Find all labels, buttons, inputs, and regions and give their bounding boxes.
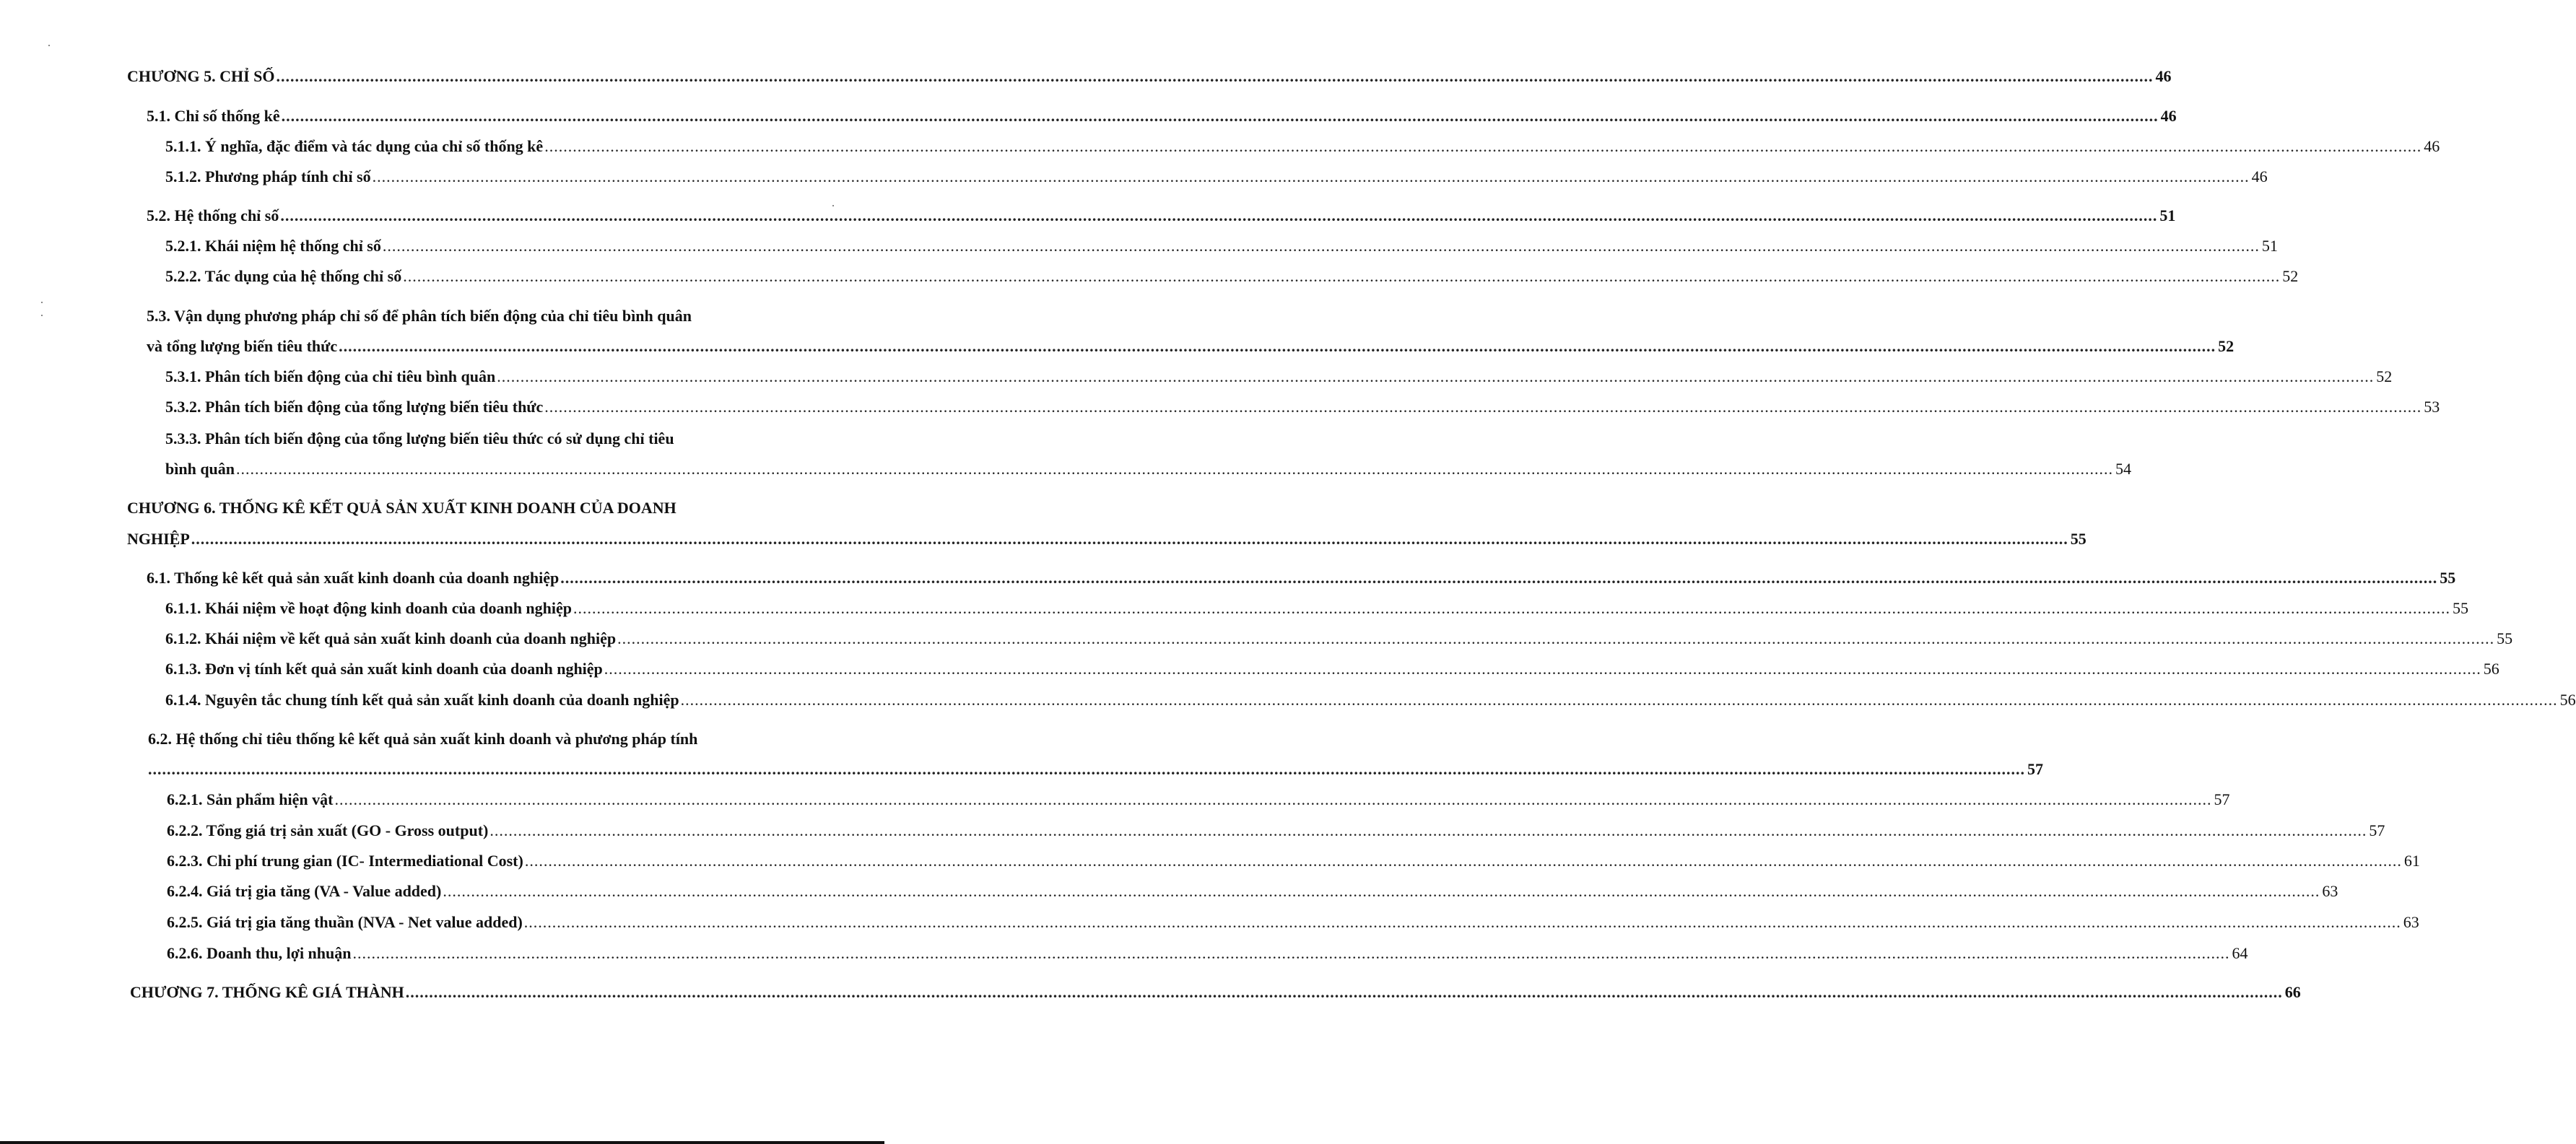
- toc-entry-title: 6.1.4. Nguyên tắc chung tính kết quả sản xuất kinh doanh của doanh nghiệp: [165, 691, 679, 709]
- toc-entry-title: và tổng lượng biến tiêu thức: [147, 337, 338, 355]
- toc-page-number: 57: [2214, 790, 2230, 808]
- dot-leader: ................................................................................................................................................................................................................................................................................................................................................................................................................: [443, 882, 2320, 900]
- toc-section-6-2-title-line1[interactable]: 6.2. Hệ thống chỉ tiêu thống kê kết quả sản xuất kinh doanh và phương pháp tính: [148, 730, 698, 748]
- toc-page-number: 56: [2483, 660, 2499, 678]
- toc-entry-title: CHƯƠNG 7. THỐNG KÊ GIÁ THÀNH: [130, 983, 404, 1001]
- toc-page-number: 46: [2160, 107, 2177, 125]
- dot-leader: ................................................................................................................................................................................................................................................................................................................................................................................................................: [339, 337, 2216, 355]
- dot-leader: ................................................................................................................................................................................................................................................................................................................................................................................................................: [544, 137, 2422, 155]
- dot-leader: ................................................................................................................................................................................................................................................................................................................................................................................................................: [276, 67, 2154, 85]
- toc-subsection-6-1-1[interactable]: [165, 598, 2469, 619]
- dot-leader: ................................................................................................................................................................................................................................................................................................................................................................................................................: [560, 569, 2438, 587]
- toc-entry-title: 5.1.1. Ý nghĩa, đặc điểm và tác dụng của chỉ số thống kê: [165, 137, 544, 155]
- toc-page-number: 55: [2453, 599, 2469, 617]
- toc-subsection-6-2-1[interactable]: [167, 790, 2230, 810]
- toc-page-number: 55: [2070, 530, 2087, 548]
- dot-leader: ................................................................................................................................................................................................................................................................................................................................................................................................................: [191, 530, 2068, 548]
- toc-page-number: 61: [2403, 852, 2420, 870]
- dot-leader: ................................................................................................................................................................................................................................................................................................................................................................................................................: [680, 691, 2558, 709]
- toc-entry-title: 6.2.1. Sản phẩm hiện vật: [167, 790, 334, 808]
- toc-page-number: 63: [2403, 913, 2419, 931]
- toc-entry-title: 6.1. Thống kê kết quả sản xuất kinh doanh của doanh nghiệp: [147, 569, 560, 587]
- scan-speck: [41, 315, 43, 316]
- toc-section-5-1[interactable]: [147, 106, 2177, 126]
- dot-leader: ................................................................................................................................................................................................................................................................................................................................................................................................................: [280, 206, 2158, 224]
- toc-page-number: 66: [2284, 983, 2301, 1001]
- toc-section-6-2[interactable]: [148, 759, 2043, 780]
- toc-subsection-5-3-3[interactable]: [165, 459, 2132, 479]
- toc-entry-title: 5.2.2. Tác dụng của hệ thống chỉ số: [165, 267, 402, 285]
- toc-page-number: 55: [2497, 629, 2513, 647]
- toc-subsection-5-3-2[interactable]: [165, 397, 2440, 417]
- toc-page-number: 52: [2376, 367, 2393, 385]
- toc-page-number: 63: [2322, 882, 2338, 900]
- toc-subsection-5-3-3-title-line1[interactable]: 5.3.3. Phân tích biến động của tổng lượng biến tiêu thức có sử dụng chỉ tiêu: [165, 429, 674, 447]
- dot-leader: ................................................................................................................................................................................................................................................................................................................................................................................................................: [544, 398, 2422, 416]
- dot-leader: ................................................................................................................................................................................................................................................................................................................................................................................................................: [352, 944, 2230, 962]
- toc-subsection-6-2-4[interactable]: [167, 881, 2338, 901]
- toc-subsection-6-2-5[interactable]: [167, 912, 2419, 933]
- dot-leader: ................................................................................................................................................................................................................................................................................................................................................................................................................: [382, 237, 2260, 255]
- toc-entry-title: 5.3.2. Phân tích biến động của tổng lượng biến tiêu thức: [165, 398, 544, 416]
- toc-subsection-5-2-2[interactable]: [165, 266, 2299, 287]
- scan-speck: [832, 205, 834, 206]
- toc-entry-title: bình quân: [165, 460, 235, 478]
- toc-subsection-5-3-1[interactable]: [165, 367, 2393, 387]
- dot-leader: ................................................................................................................................................................................................................................................................................................................................................................................................................: [523, 913, 2401, 931]
- toc-page-number: 54: [2115, 460, 2132, 478]
- toc-page-number: 53: [2424, 398, 2440, 416]
- toc-page-number: 46: [2251, 167, 2268, 185]
- dot-leader: ................................................................................................................................................................................................................................................................................................................................................................................................................: [497, 367, 2375, 385]
- toc-subsection-6-1-2[interactable]: [165, 629, 2513, 649]
- dot-leader: ................................................................................................................................................................................................................................................................................................................................................................................................................: [573, 599, 2451, 617]
- toc-page-number: 57: [2027, 760, 2043, 778]
- toc-entry-title: 5.1.2. Phương pháp tính chỉ số: [165, 167, 371, 185]
- toc-subsection-5-2-1[interactable]: [165, 236, 2278, 256]
- toc-subsection-6-2-3[interactable]: [167, 851, 2420, 871]
- toc-subsection-6-2-6[interactable]: [167, 943, 2248, 964]
- toc-section-5-3[interactable]: [147, 336, 2235, 357]
- toc-subsection-5-1-1[interactable]: [165, 136, 2440, 157]
- toc-subsection-6-2-2[interactable]: [167, 821, 2385, 841]
- toc-entry-title: 6.1.2. Khái niệm về kết quả sản xuất kinh doanh của doanh nghiệp: [165, 629, 617, 647]
- dot-leader: ................................................................................................................................................................................................................................................................................................................................................................................................................: [489, 821, 2367, 839]
- toc-entry-title: 5.2. Hệ thống chỉ số: [147, 206, 279, 224]
- dot-leader: ................................................................................................................................................................................................................................................................................................................................................................................................................: [617, 629, 2495, 647]
- dot-leader: ................................................................................................................................................................................................................................................................................................................................................................................................................: [403, 267, 2281, 285]
- toc-page-number: 46: [2424, 137, 2440, 155]
- toc-page-number: 52: [2218, 337, 2235, 355]
- toc-subsection-6-1-4[interactable]: [165, 690, 2576, 710]
- toc-chapter-6-title-line1[interactable]: CHƯƠNG 6. THỐNG KÊ KẾT QUẢ SẢN XUẤT KINH DOANH CỦA DOANH: [127, 499, 676, 517]
- toc-chapter-6[interactable]: [127, 529, 2087, 549]
- toc-entry-title: 6.2.2. Tổng giá trị sản xuất (GO - Gross output): [167, 821, 489, 839]
- dot-leader: ................................................................................................................................................................................................................................................................................................................................................................................................................: [604, 660, 2481, 678]
- toc-page-number: 56: [2559, 691, 2576, 709]
- toc-page-number: 51: [2159, 206, 2176, 224]
- toc-entry-title: 6.2.6. Doanh thu, lợi nhuận: [167, 944, 352, 962]
- toc-entry-title: 6.1.1. Khái niệm về hoạt động kinh doanh của doanh nghiệp: [165, 599, 573, 617]
- dot-leader: ................................................................................................................................................................................................................................................................................................................................................................................................................: [281, 107, 2159, 125]
- toc-entry-title: CHƯƠNG 5. CHỈ SỐ: [127, 67, 275, 85]
- toc-subsection-6-1-3[interactable]: [165, 659, 2499, 679]
- toc-subsection-5-1-2[interactable]: [165, 167, 2268, 187]
- toc-page-number: 52: [2282, 267, 2299, 285]
- dot-leader: ................................................................................................................................................................................................................................................................................................................................................................................................................: [334, 790, 2212, 808]
- toc-entry-title: 6.2.5. Giá trị gia tăng thuần (NVA - Net value added): [167, 913, 523, 931]
- scan-speck: [41, 302, 43, 303]
- dot-leader: ................................................................................................................................................................................................................................................................................................................................................................................................................: [236, 460, 2114, 478]
- toc-entry-title: NGHIỆP: [127, 530, 190, 548]
- toc-chapter-7[interactable]: [130, 982, 2301, 1003]
- toc-entry-title: 5.1. Chỉ số thống kê: [147, 107, 280, 125]
- toc-section-6-1[interactable]: [147, 568, 2456, 588]
- toc-entry-title: 6.2.4. Giá trị gia tăng (VA - Value added): [167, 882, 442, 900]
- toc-chapter-5[interactable]: [127, 66, 2172, 87]
- toc-entry-title: 5.2.1. Khái niệm hệ thống chỉ số: [165, 237, 381, 255]
- scan-speck: [48, 45, 50, 46]
- toc-page-number: 57: [2369, 821, 2385, 839]
- toc-entry-title: 5.3.1. Phân tích biến động của chỉ tiêu bình quân: [165, 367, 496, 385]
- dot-leader: ................................................................................................................................................................................................................................................................................................................................................................................................................: [148, 760, 2025, 778]
- dot-leader: ................................................................................................................................................................................................................................................................................................................................................................................................................: [524, 852, 2402, 870]
- dot-leader: ................................................................................................................................................................................................................................................................................................................................................................................................................: [405, 983, 2283, 1001]
- toc-page-number: 64: [2232, 944, 2248, 962]
- toc-page-number: 46: [2155, 67, 2172, 85]
- toc-section-5-3-title-line1[interactable]: 5.3. Vận dụng phương pháp chỉ số để phân tích biến động của chỉ tiêu bình quân: [147, 307, 692, 325]
- dot-leader: ................................................................................................................................................................................................................................................................................................................................................................................................................: [372, 167, 2250, 185]
- toc-page-number: 51: [2261, 237, 2278, 255]
- toc-page-number: 55: [2440, 569, 2456, 587]
- toc-entry-title: 6.2.3. Chi phí trung gian (IC- Intermediational Cost): [167, 852, 523, 870]
- scan-bottom-edge: [0, 1141, 884, 1144]
- toc-entry-title: 6.1.3. Đơn vị tính kết quả sản xuất kinh doanh của doanh nghiệp: [165, 660, 603, 678]
- toc-section-5-2[interactable]: [147, 206, 2176, 226]
